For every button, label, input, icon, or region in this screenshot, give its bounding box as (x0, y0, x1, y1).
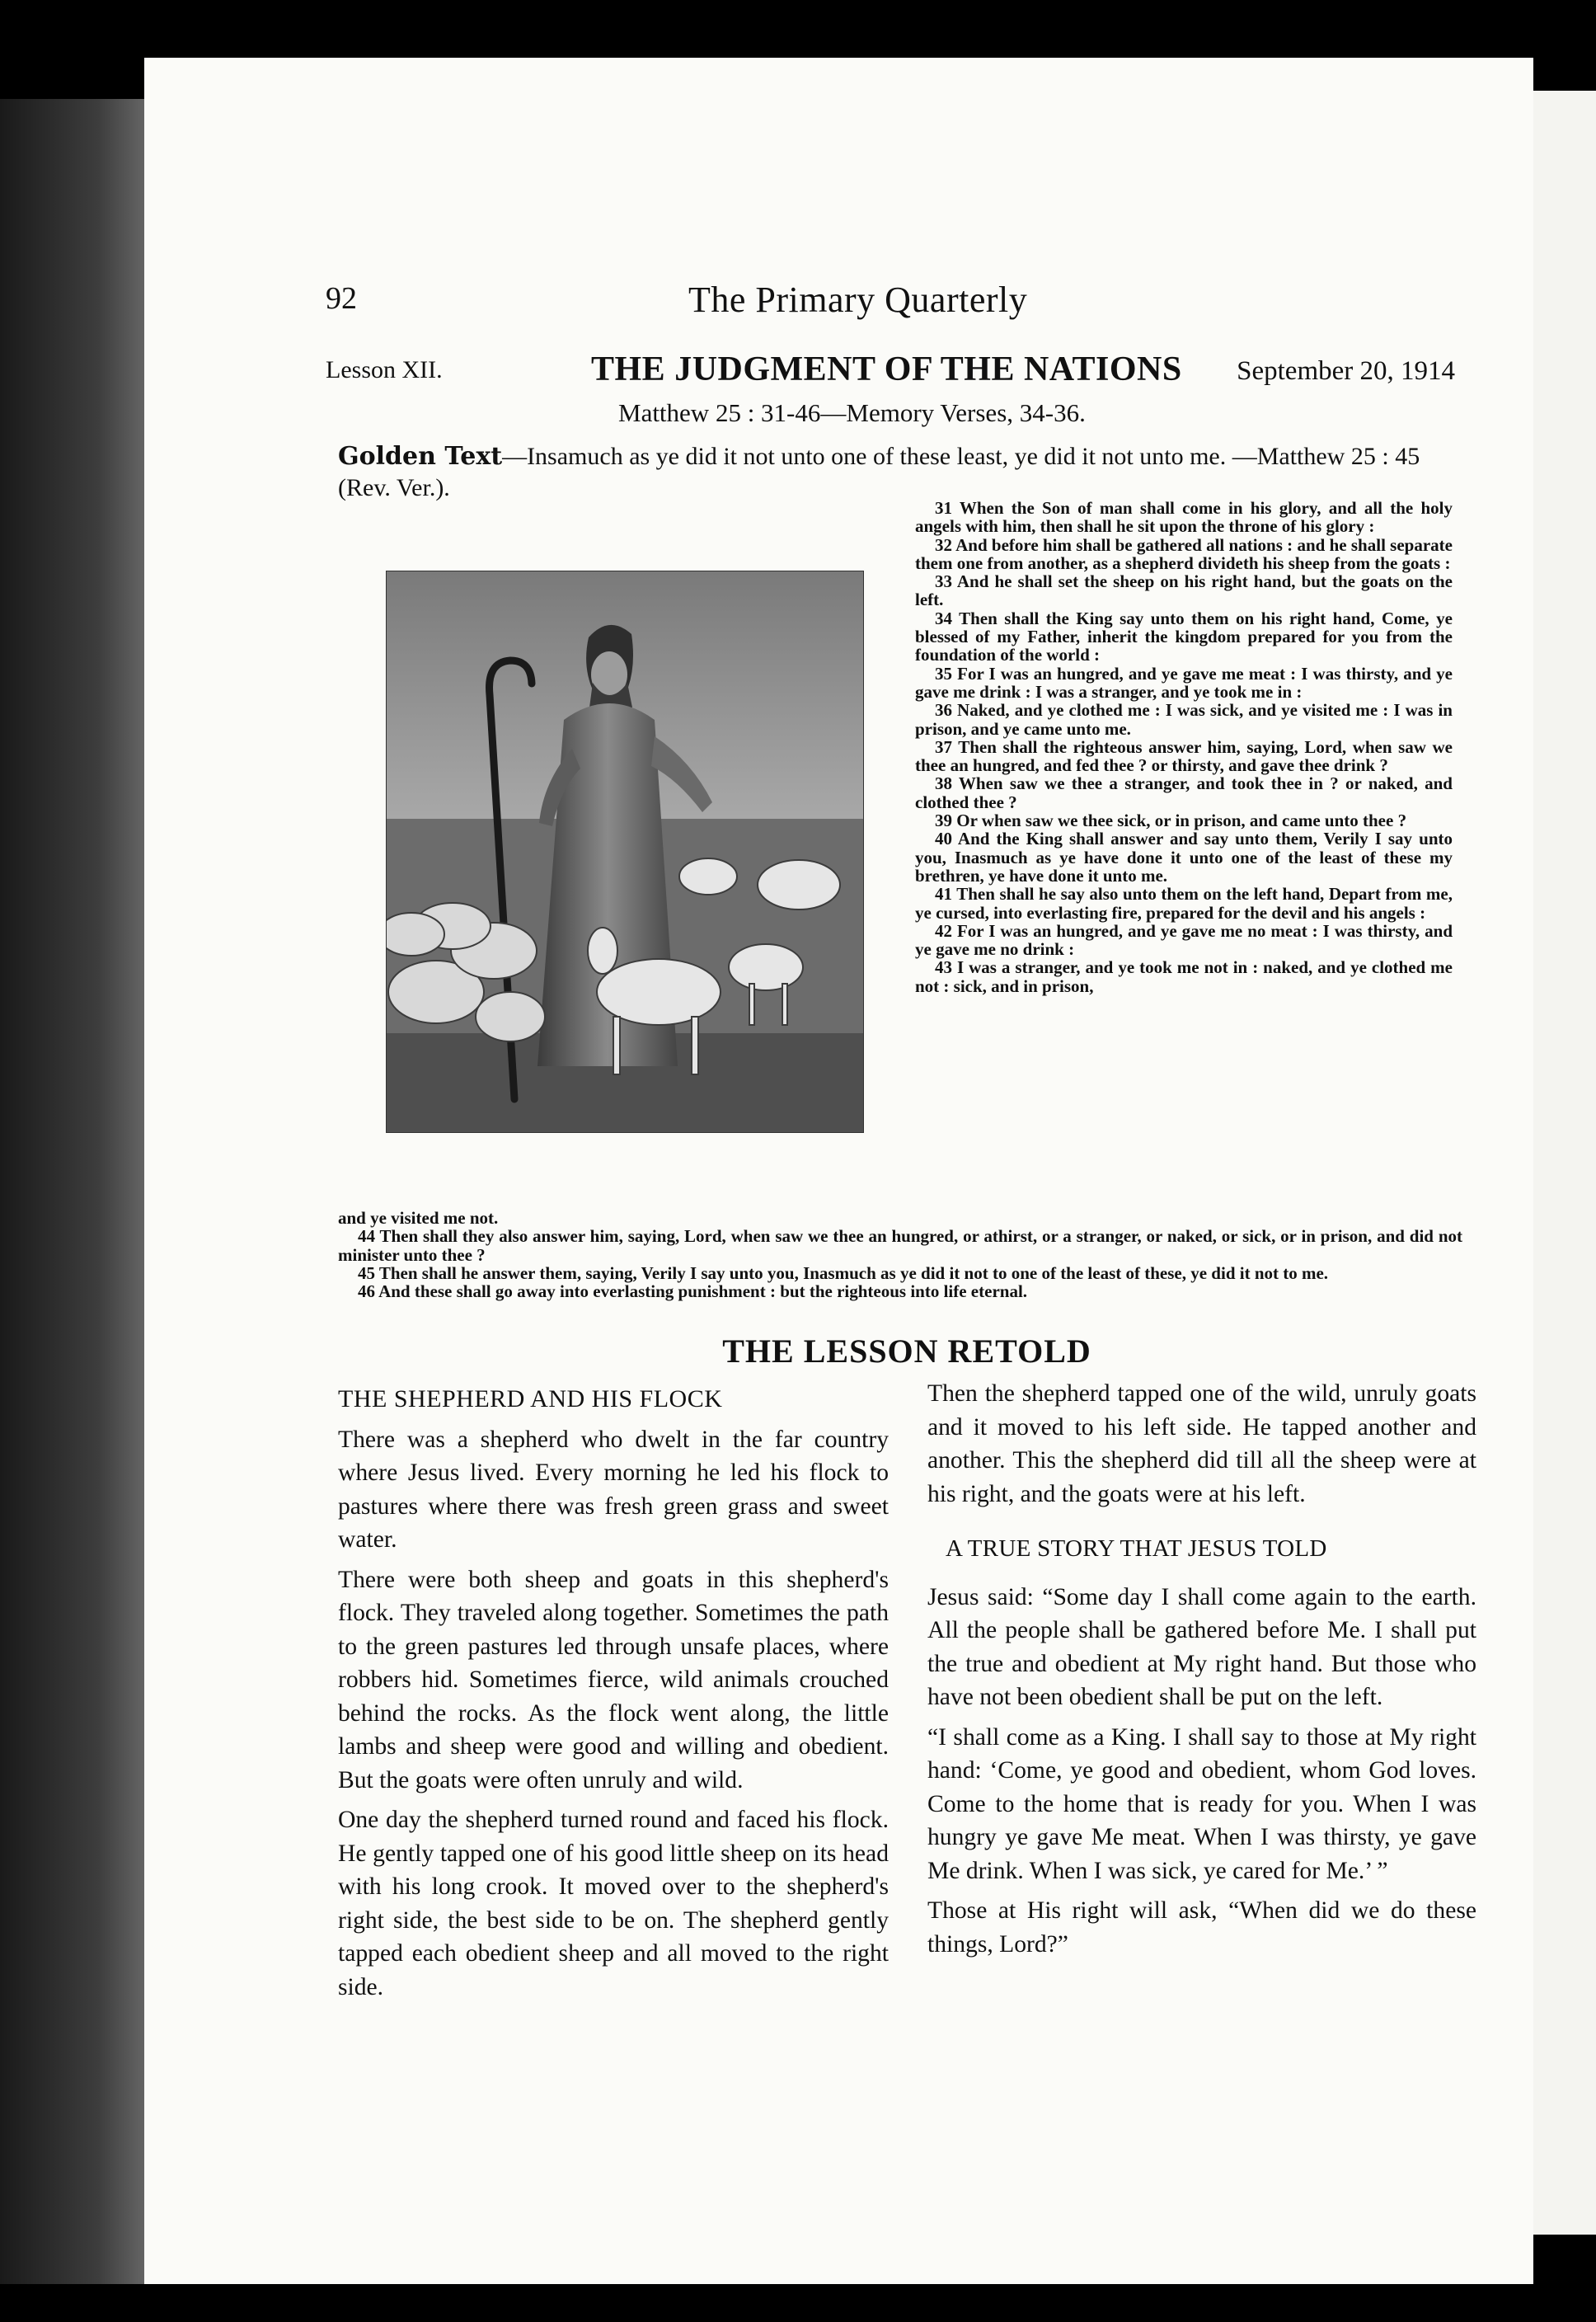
verse: 41 Then shall he say also unto them on the left hand, Depart from me, ye cursed, into everlasting fire, prepared for the devil and his angels : (915, 884, 1453, 923)
story-paragraph: “I shall come as a King. I shall say to those at My right hand: ‘Come, ye good and obedient, whom God loves. Come to the home that is ready for you. When I was hungry ye gave Me meat. When I was thirsty, ye gave Me drink. When I was sick, ye cared for Me.’ ” (927, 1723, 1476, 1884)
verse: 33 And he shall set the sheep on his right hand, but the goats on the left. (915, 571, 1453, 610)
golden-text-label: Golden Text (338, 442, 503, 471)
verse: 34 Then shall the King say unto them on his right hand, Come, ye blessed of my Father, inherit the kingdom prepared for you from the foundation of the world : (915, 608, 1453, 665)
verse: 46 And these shall go away into everlasting punishment : but the righteous into life eternal. (358, 1281, 1028, 1302)
verse: 45 Then shall he answer them, saying, Verily I say unto you, Inasmuch as ye did it not to one of the least of these, ye did it not to me. (358, 1262, 1329, 1283)
page-number: 92 (326, 281, 357, 316)
verse: 38 When saw we thee a stranger, and took thee in ? or naked, and clothed thee ? (915, 773, 1453, 812)
running-header (326, 280, 1463, 330)
story-paragraph: Then the shepherd tapped one of the wild, unruly goats and it moved to his left side. He tapped another and another. This the shepherd did till all the sheep were at his right, and the goats were at his left. (927, 1380, 1476, 1507)
verse: 31 When the Son of man shall come in his glory, and all the holy angels with him, then shall he sit upon the throne of his glory : (915, 498, 1453, 537)
verse-continuation: and ye visited me not. (338, 1208, 499, 1228)
verse: 44 Then shall they also answer him, saying, Lord, when saw we thee an hungred, or athirst, or a stranger, or naked, or sick, or in prison, and did not minister unto thee ? (338, 1226, 1462, 1265)
lesson-number: Lesson XII. (326, 356, 443, 383)
story-paragraph: Those at His right will ask, “When did we do these things, Lord?” (927, 1897, 1476, 1958)
illustration-drawing (387, 571, 863, 1132)
story-paragraph: There was a shepherd who dwelt in the far country where Jesus lived. Every morning he led his flock to pastures where there was fresh green grass and sweet water. (338, 1426, 889, 1553)
lesson-title: THE JUDGMENT OF THE NATIONS (591, 350, 1182, 388)
verse: 42 For I was an hungred, and ye gave me no meat : I was thirsty, and ye gave me no drink : (915, 920, 1453, 960)
verse: 36 Naked, and ye clothed me : I was sick, and ye visited me : I was in prison, and ye came unto me. (915, 700, 1453, 739)
lesson-retold-heading: THE LESSON RETOLD (722, 1333, 1091, 1370)
lesson-date: September 20, 1914 (1237, 356, 1455, 386)
shepherd-with-sheep-and-goats-illustration (386, 571, 864, 1133)
verse: 32 And before him shall be gathered all nations : and he shall separate them one from another, as a shepherd divideth his sheep from the goats : (915, 534, 1453, 573)
scripture-verses-wide (338, 1209, 1462, 1300)
left-subheading: THE SHEPHERD AND HIS FLOCK (338, 1385, 723, 1412)
story-paragraph: There were both sheep and goats in this shepherd's flock. They traveled along together. Sometimes the path to the green pastures led through unsafe places, where robbers hid. Sometimes fierce, wild animals crouched behind the rocks. As the flock went along, the little lambs and sheep were good and willing and obedient. But the goats were often unruly and wild. (338, 1566, 889, 1793)
story-paragraph: One day the shepherd turned round and faced his flock. He gently tapped one of his good little sheep on its head with his long crook. It moved over to the shepherd's right side, the best side to be on. The shepherd gently tapped each obedient sheep and all moved to the right side. (338, 1807, 889, 2000)
verse: 35 For I was an hungred, and ye gave me meat : I was thirsty, and ye gave me drink : I was a stranger, and ye took me in : (915, 663, 1453, 702)
verse: 43 I was a stranger, and ye took me not in : naked, and ye clothed me not : sick, and in prison, (915, 957, 1453, 996)
verse: 37 Then shall the righteous answer him, saying, Lord, when saw we thee an hungred, and fed thee ? or thirsty, and gave thee drink ? (915, 736, 1453, 776)
retold-right-column (927, 1377, 1476, 1961)
lesson-heading-row (326, 346, 1455, 396)
story-paragraph: Jesus said: “Some day I shall come again to the earth. All the people shall be gathered before Me. I shall put the true and obedient at My right hand. But those who have not been obedient shall be put on the left. (927, 1583, 1476, 1710)
verse: 39 Or when saw we thee sick, or in prison, and came unto thee ? (935, 811, 1407, 831)
golden-text (338, 441, 1467, 504)
retold-left-column (338, 1383, 889, 2004)
golden-text-body: —Insamuch as ye did it not unto one of these least, ye did it not unto me. —Matthew 25 : 45 (Rev. Ver.). (338, 443, 1420, 501)
scripture-verses-column (915, 499, 1453, 995)
right-subheading: A TRUE STORY THAT JESUS TOLD (946, 1535, 1327, 1562)
verse: 40 And the King shall answer and say unto them, Verily I say unto you, Inasmuch as ye have done it unto one of the least of these my brethren, ye have done it unto me. (915, 829, 1453, 886)
running-title: The Primary Quarterly (688, 280, 1028, 320)
scripture-reference: Matthew 25 : 31-46—Memory Verses, 34-36. (618, 398, 1086, 427)
